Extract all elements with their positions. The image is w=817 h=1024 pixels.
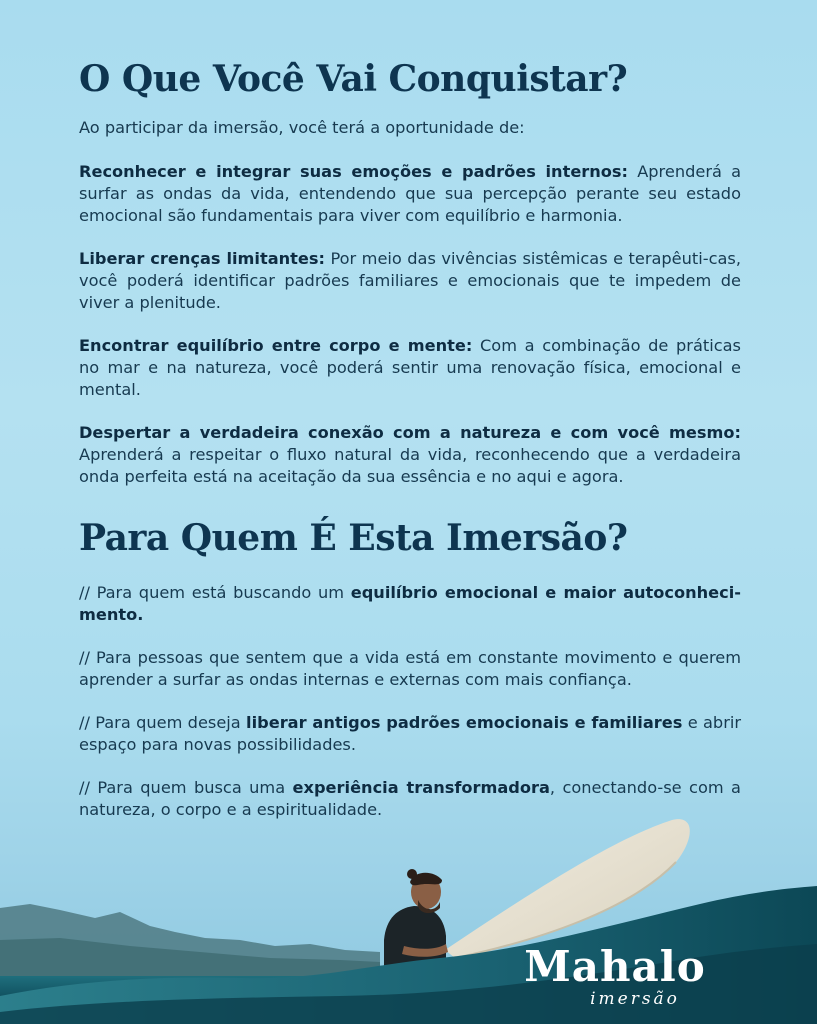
surfer (384, 869, 448, 968)
audience-highlight: experiência transformadora (292, 778, 550, 797)
audience-highlight: liberar antigos padrões emocionais e familiares (246, 713, 683, 732)
mahalo-logo (515, 944, 715, 1008)
main-content (79, 55, 741, 842)
benefit-text: Com a combinação de práticas no mar e na natureza, você poderá sentir uma renovação física, emocional e mental. (79, 336, 741, 399)
section-title-para-quem: Para Quem É Esta Imersão? (79, 517, 628, 559)
logo-main-text: Mahalo (524, 942, 706, 991)
benefit-title: Encontrar equilíbrio entre corpo e mente: (79, 336, 473, 355)
benefit-text: Por meio das vivências sistêmicas e terapêuti-cas, você poderá identificar padrões familiares e emocionais que te impedem de viver a plenitude. (79, 249, 741, 312)
audience-text-end: e abrir espaço para novas possibilidades. (79, 713, 741, 754)
benefit-title: Liberar crenças limitantes: (79, 249, 325, 268)
audience-text: // Para quem está buscando um (79, 583, 351, 602)
audience-item (79, 582, 741, 626)
audience-item (79, 712, 741, 756)
audience-highlight: equilíbrio emocional e maior autoconheci-mento. (79, 583, 741, 624)
logo-sub-text: imersão (590, 989, 680, 1009)
benefit-text: Aprenderá a respeitar o fluxo natural da vida, reconhecendo que a verdadeira onda perfeita está na aceitação da sua essência e no aqui e agora. (79, 445, 741, 486)
section-title-conquistar: O Que Você Vai Conquistar? (79, 58, 628, 100)
benefit-title: Despertar a verdadeira conexão com a natureza e com você mesmo: (79, 423, 741, 442)
audience-text: // Para quem busca uma (79, 778, 293, 797)
intro-text: Ao participar da imersão, você terá a oportunidade de: (79, 118, 525, 137)
audience-text: // Para pessoas que sentem que a vida está em constante movimento e querem aprender a surfar as ondas internas e externas com mais confiança. (79, 648, 741, 689)
benefit-title: Reconhecer e integrar suas emoções e padrões internos: (79, 162, 629, 181)
benefit-item (79, 335, 741, 401)
benefit-item (79, 422, 741, 488)
audience-item (79, 647, 741, 691)
audience-text-end: , conectando-se com a natureza, o corpo e a espiritualidade. (79, 778, 741, 819)
benefit-item (79, 161, 741, 227)
benefit-item (79, 248, 741, 314)
benefit-text: Aprenderá a surfar as ondas da vida, entendendo que sua percepção perante seu estado emocional são fundamentais para viver com equilíbrio e harmonia. (79, 162, 741, 225)
audience-text: // Para quem deseja (79, 713, 247, 732)
